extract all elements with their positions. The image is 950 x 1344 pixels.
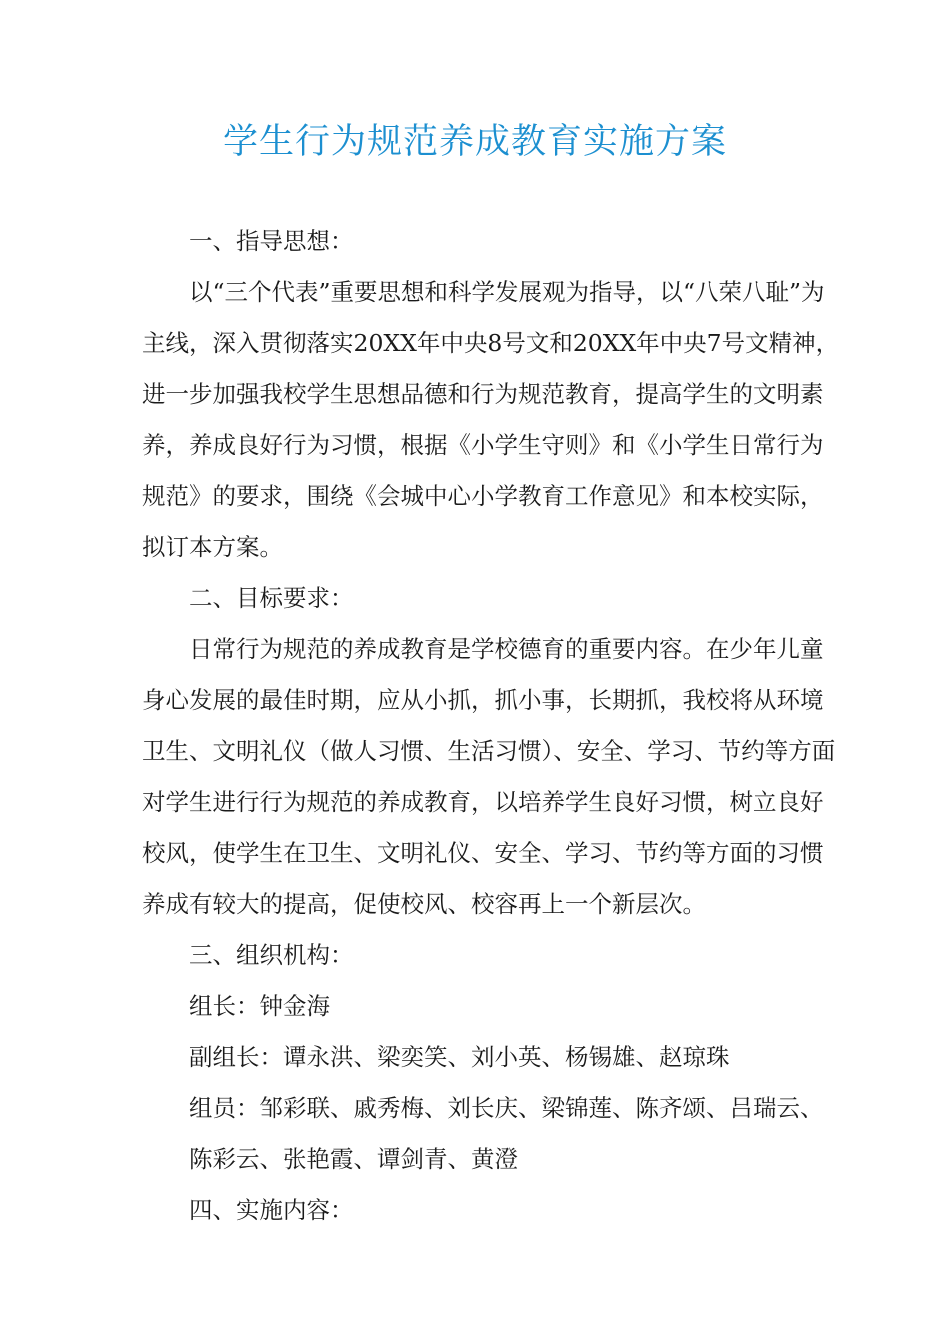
group-leader-line: 组长：钟金海: [189, 992, 330, 1020]
section-heading-goals: 二、目标要求：: [189, 584, 354, 612]
section-heading-implementation: 四、实施内容：: [189, 1196, 354, 1224]
paragraph-goals: 日常行为规范的养成教育是学校德育的重要内容。在少年儿童身心发展的最佳时期，应从小抓，抓小事，长期抓，我校将从环境卫生、文明礼仪（做人习惯、生活习惯）、安全、学习、节约等方面对学生进行行为规范的养成教育，以培养学生良好习惯，树立良好校风，使学生在卫生、文明礼仪、安全、学习、节约等方面的习惯养成有较大的提高，促使校风、校容再上一个新层次。: [142, 635, 836, 918]
section-heading-organization: 三、组织机构：: [189, 941, 354, 969]
deputy-leaders-line: 副组长：谭永洪、梁奕笑、刘小英、杨锡雄、赵琼珠: [189, 1043, 730, 1071]
group-members-line: 组员：邹彩联、戚秀梅、刘长庆、梁锦莲、陈齐颂、吕瑞云、陈彩云、张艳霞、谭剑青、黄澄: [189, 1094, 824, 1173]
section-heading-guiding-ideology: 一、指导思想：: [189, 227, 354, 255]
paragraph-guiding-ideology: 以“三个代表”重要思想和科学发展观为指导，以“八荣八耻”为主线，深入贯彻落实20XX年中央8号文和20XX年中央7号文精神，进一步加强我校学生思想品德和行为规范教育，提高学生的文明素养，养成良好行为习惯，根据《小学生守则》和《小学生日常行为规范》的要求，围绕《会城中心小学教育工作意见》和本校实际，拟订本方案。: [142, 278, 840, 561]
document-title: 学生行为规范养成教育实施方案: [222, 122, 727, 162]
document-body: [142, 216, 842, 1236]
